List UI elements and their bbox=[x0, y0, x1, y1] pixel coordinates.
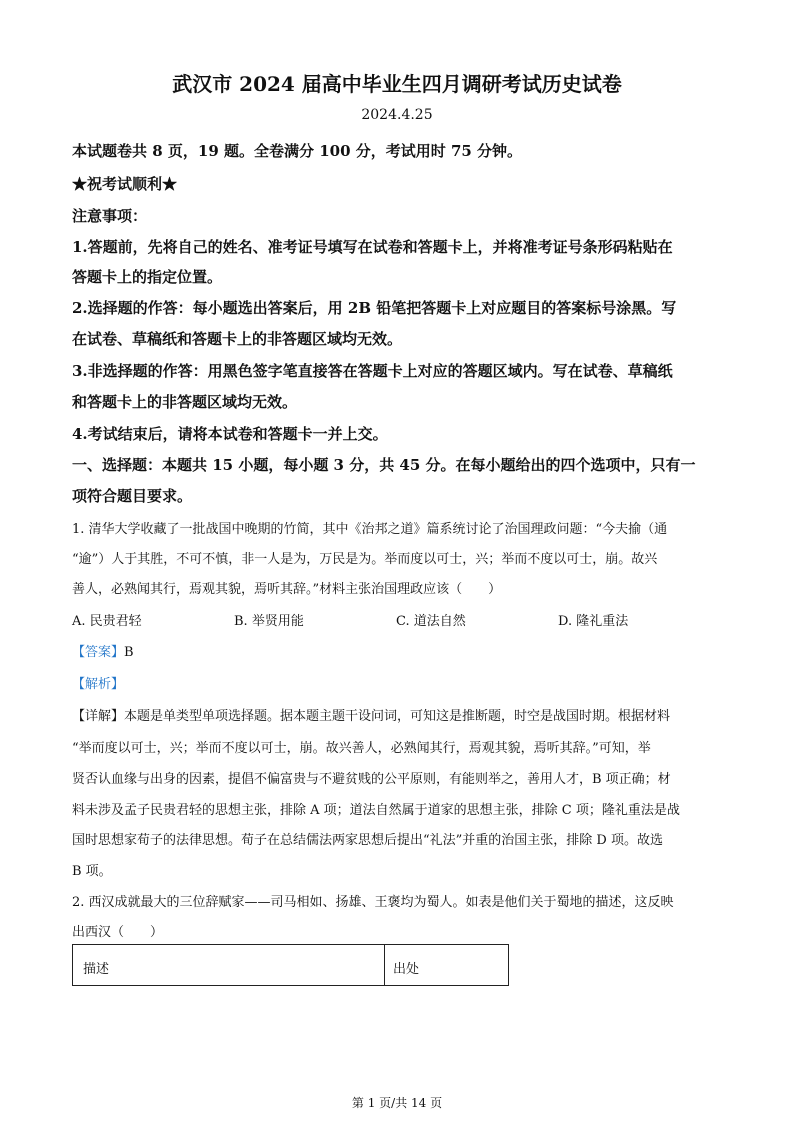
good-luck-line: ★祝考试顺利★ bbox=[72, 175, 178, 193]
notice-item-3-line-2: 和答题卡上的非答题区域均无效。 bbox=[72, 393, 298, 411]
detail-line-5: 国时思想家荀子的法律思想。荀子在总结儒法两家思想后提出“礼法”并重的治国主张，排除 D 项。故选 bbox=[72, 833, 663, 848]
question-1-option-b: B. 举贤用能 bbox=[234, 614, 304, 629]
section-1-heading-line-2: 项符合题目要求。 bbox=[72, 487, 193, 505]
question-1-stem-line-3: 善人，必熟闻其行，焉观其貌，焉听其辞。”材料主张治国理政应该（ ） bbox=[72, 582, 502, 597]
detail-line-4: 料未涉及孟子民贵君轻的思想主张，排除 A 项；道法自然属于道家的思想主张，排除 C 项；隆礼重法是战 bbox=[72, 803, 680, 818]
detail-line-3: 贤否认血缘与出身的因素，提倡不偏富贵与不避贫贱的公平原则，有能则举之，善用人才，B 项正确；材 bbox=[72, 772, 671, 787]
notice-item-3-line-1: 3.非选择题的作答：用黑色签字笔直接答在答题卡上对应的答题区域内。写在试卷、草稿纸 bbox=[72, 362, 673, 380]
question-2-stem-line-1: 2. 西汉成就最大的三位辞赋家——司马相如、扬雄、王褒均为蜀人。如表是他们关于蜀地的描述，这反映 bbox=[72, 895, 674, 910]
question-1-option-a: A. 民贵君轻 bbox=[72, 614, 142, 629]
detail-line-1 bbox=[72, 705, 670, 724]
detail-text-1: 本题是单类型单项选择题。据本题主题干设问词，可知这是推断题，时空是战国时期。根据材料 bbox=[124, 709, 671, 724]
question-1-stem-line-2: “逾”）人于其胜，不可不慎，非一人是为，万民是为。举而度以可士，兴；举而不度以可士，崩。故兴 bbox=[72, 552, 658, 567]
question-2-table bbox=[72, 944, 509, 986]
table-divider bbox=[384, 945, 385, 985]
detail-line-2: “举而度以可士，兴；举而不度以可士，崩。故兴善人，必熟闻其行，焉观其貌，焉听其辞。”可知，举 bbox=[72, 741, 651, 756]
analysis-label: 【解析】 bbox=[72, 677, 125, 692]
question-1-stem-line-1: 1. 清华大学收藏了一批战国中晚期的竹简，其中《治邦之道》篇系统讨论了治国理政问题：“今夫揄（通 bbox=[72, 522, 668, 537]
notice-item-1-line-1: 1.答题前，先将自己的姓名、准考证号填写在试卷和答题卡上，并将准考证号条形码粘贴在 bbox=[72, 238, 673, 256]
notice-heading: 注意事项： bbox=[72, 207, 148, 225]
exam-summary: 本试题卷共 8 页，19 题。全卷满分 100 分，考试用时 75 分钟。 bbox=[72, 142, 523, 160]
page-footer: 第 1 页/共 14 页 bbox=[351, 1096, 443, 1110]
notice-item-2-line-2: 在试卷、草稿纸和答题卡上的非答题区域均无效。 bbox=[72, 330, 403, 348]
section-1-heading-line-1: 一、选择题：本题共 15 小题，每小题 3 分，共 45 分。在每小题给出的四个选项中，只有一 bbox=[72, 456, 696, 474]
detail-line-6: B 项。 bbox=[72, 864, 112, 879]
question-2-stem-line-2: 出西汉（ ） bbox=[72, 925, 164, 940]
table-header-description: 描述 bbox=[83, 962, 110, 977]
table-header-source: 出处 bbox=[393, 962, 420, 977]
exam-date: 2024.4.25 bbox=[361, 107, 433, 123]
notice-item-1-line-2: 答题卡上的指定位置。 bbox=[72, 268, 223, 286]
answer-value: B bbox=[124, 645, 134, 660]
answer-line bbox=[72, 641, 134, 660]
notice-item-4: 4.考试结束后，请将本试卷和答题卡一并上交。 bbox=[72, 425, 388, 443]
answer-label: 【答案】 bbox=[72, 645, 125, 660]
detail-label: 【详解】 bbox=[72, 709, 125, 724]
question-1-option-c: C. 道法自然 bbox=[396, 614, 466, 629]
page-title: 武汉市 2024 届高中毕业生四月调研考试历史试卷 bbox=[172, 72, 622, 96]
question-1-option-d: D. 隆礼重法 bbox=[558, 614, 629, 629]
notice-item-2-line-1: 2.选择题的作答：每小题选出答案后，用 2B 铅笔把答题卡上对应题目的答案标号涂黑。写 bbox=[72, 299, 677, 317]
